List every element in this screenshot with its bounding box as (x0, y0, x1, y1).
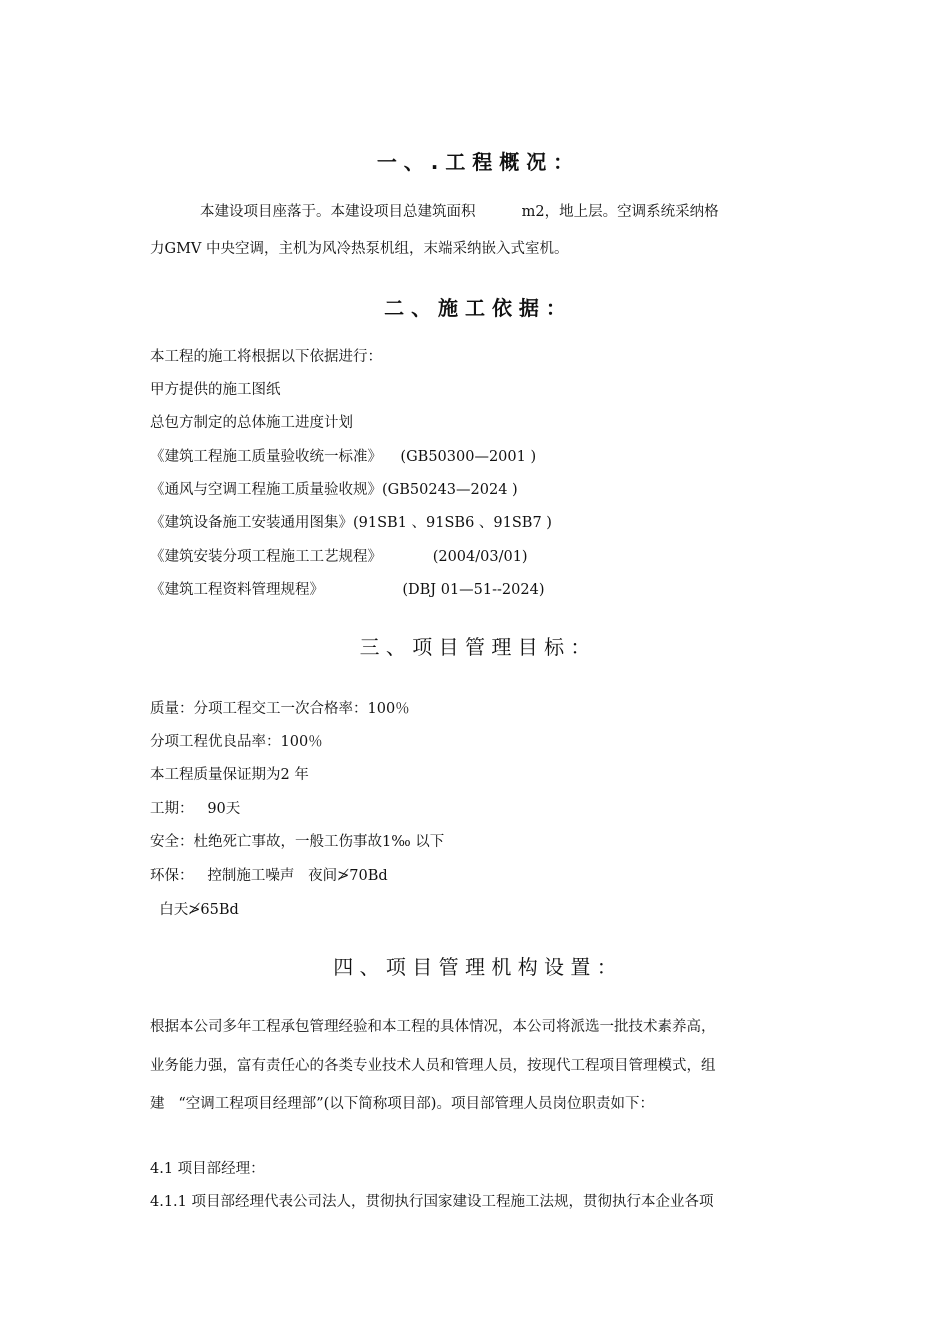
target-line: 环保： 控制施工噪声 夜间≯70Bd (150, 868, 388, 884)
section-2-heading: 二 、 施 工 依 据 ： (384, 296, 566, 320)
sub-item-4-1-1: 4.1.1 项目部经理代表公司法人，贯彻执行国家建设工程施工法规，贯彻执行本企业各项 (150, 1194, 714, 1210)
target-line: 安全：杜绝死亡事故，一般工伤事故1‰ 以下 (150, 834, 445, 850)
basis-line: 《建筑安装分项工程施工工艺规程》 (2004/03/01) (150, 549, 528, 565)
target-line: 分项工程优良品率：100％ (150, 734, 323, 750)
section-3-heading: 三 、 项 目 管 理 目 标 ： (359, 635, 591, 659)
basis-line: 《建筑设备施工安装通用图集》(91SB1 、91SB6 、91SB7 ) (150, 515, 552, 531)
section-4-paragraph-line: 根据本公司多年工程承包管理经验和本工程的具体情况，本公司将派选一批技术素养高， (150, 1019, 716, 1035)
target-line: 白天≯65Bd (150, 902, 239, 918)
basis-line: 《建筑工程资料管理规程》 (DBJ 01—51--2024) (150, 582, 545, 598)
section-1-paragraph-line-1: 本建设项目座落于。本建设项目总建筑面积 m2，地上层。空调系统采纳格 (200, 204, 719, 220)
section-4-paragraph-line: 业务能力强，富有责任心的各类专业技术人员和管理人员，按现代工程项目管理模式，组 (150, 1058, 716, 1074)
target-line: 工期： 90天 (150, 801, 241, 817)
basis-line: 甲方提供的施工图纸 (150, 382, 281, 398)
basis-line: 《建筑工程施工质量验收统一标准》 (GB50300—2001 ) (150, 449, 537, 465)
section-1-paragraph-line-2: 力GMV 中央空调，主机为风冷热泵机组，末端采纳嵌入式室机。 (150, 241, 569, 257)
basis-line: 《通风与空调工程施工质量验收规》(GB50243—2024 ) (150, 482, 518, 498)
sub-heading-4-1: 4.1 项目部经理： (150, 1161, 265, 1177)
section-4-paragraph-line: 建 “空调工程项目经理部”(以下简称项目部)。项目部管理人员岗位职责如下： (150, 1096, 654, 1112)
basis-line: 本工程的施工将根据以下依据进行： (150, 349, 382, 365)
section-4-heading: 四 、 项 目 管 理 机 构 设 置 ： (333, 955, 617, 979)
basis-line: 总包方制定的总体施工进度计划 (150, 415, 353, 431)
target-line: 质量：分项工程交工一次合格率：100％ (150, 701, 410, 717)
target-line: 本工程质量保证期为2 年 (150, 767, 309, 783)
section-1-heading: 一 、 . 工 程 概 况 ： (376, 150, 574, 174)
